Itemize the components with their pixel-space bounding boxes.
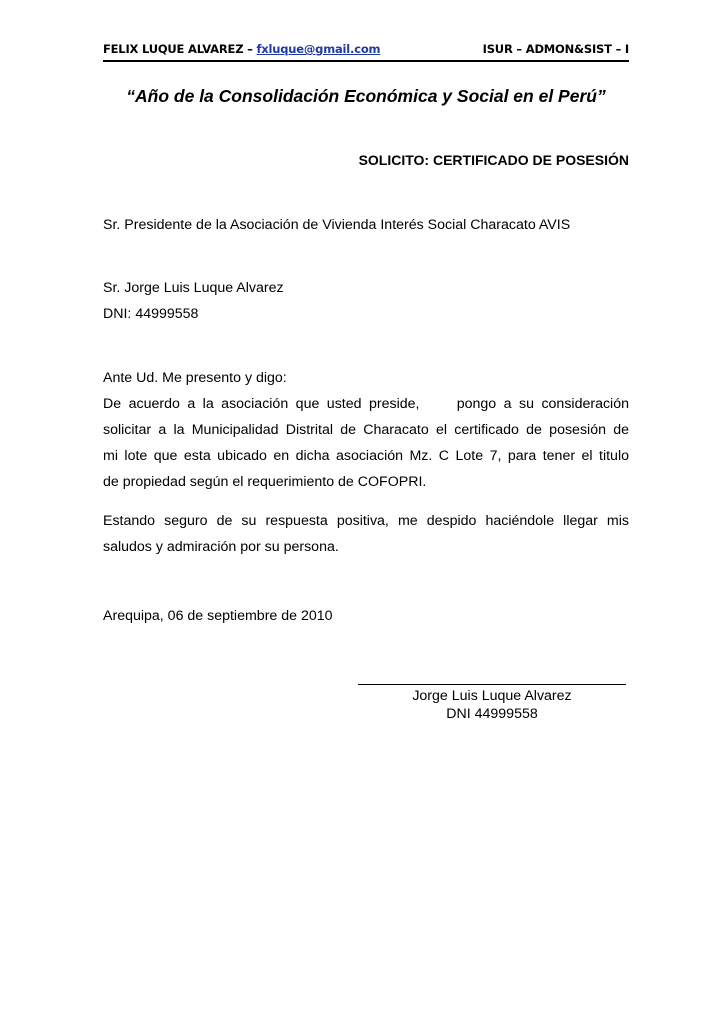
header-course: ISUR – ADMON&SIST – I (482, 42, 629, 56)
paragraph-1-line-1 (103, 391, 629, 417)
opening-line: Ante Ud. Me presento y digo: (103, 370, 287, 386)
paragraph-1-line-4: de propiedad según el requerimiento de COFOPRI. (103, 474, 427, 490)
sender-dni: DNI: 44999558 (103, 306, 199, 322)
year-motto: “Año de la Consolidación Económica y Social en el Perú” (126, 86, 606, 106)
header-divider (103, 60, 629, 62)
paragraph-1-line-3: mi lote que esta ubicado en dicha asociación Mz. C Lote 7, para tener el titulo (103, 448, 629, 464)
header-author: FELIX LUQUE ALVAREZ – (103, 42, 257, 56)
signature-line (358, 684, 626, 685)
paragraph-2-line-2: saludos y admiración por su persona. (103, 539, 339, 555)
signature-dni: DNI 44999558 (446, 706, 538, 722)
header-author-line (103, 42, 380, 56)
body-paragraph-2 (103, 508, 629, 560)
place-date: Arequipa, 06 de septiembre de 2010 (103, 608, 333, 624)
request-subject: SOLICITO: CERTIFICADO DE POSESIÓN (358, 152, 629, 168)
paragraph-2-line-1: Estando seguro de su respuesta positiva, me despido haciéndole llegar mis (103, 513, 629, 529)
paragraph-1-line-2: solicitar a la Municipalidad Distrital de Characato el certificado de posesión de (103, 422, 629, 438)
recipient-line: Sr. Presidente de la Asociación de Vivienda Interés Social Characato AVIS (103, 217, 571, 233)
sender-name: Sr. Jorge Luis Luque Alvarez (103, 280, 284, 296)
body-paragraph-1 (103, 391, 629, 495)
header-email-link[interactable]: fxluque@gmail.com (256, 42, 381, 56)
paragraph-1-line-1-text: De acuerdo a la asociación que usted preside, pongo a su consideración (103, 396, 629, 412)
page-header (103, 40, 629, 60)
signature-name: Jorge Luis Luque Alvarez (412, 688, 572, 704)
